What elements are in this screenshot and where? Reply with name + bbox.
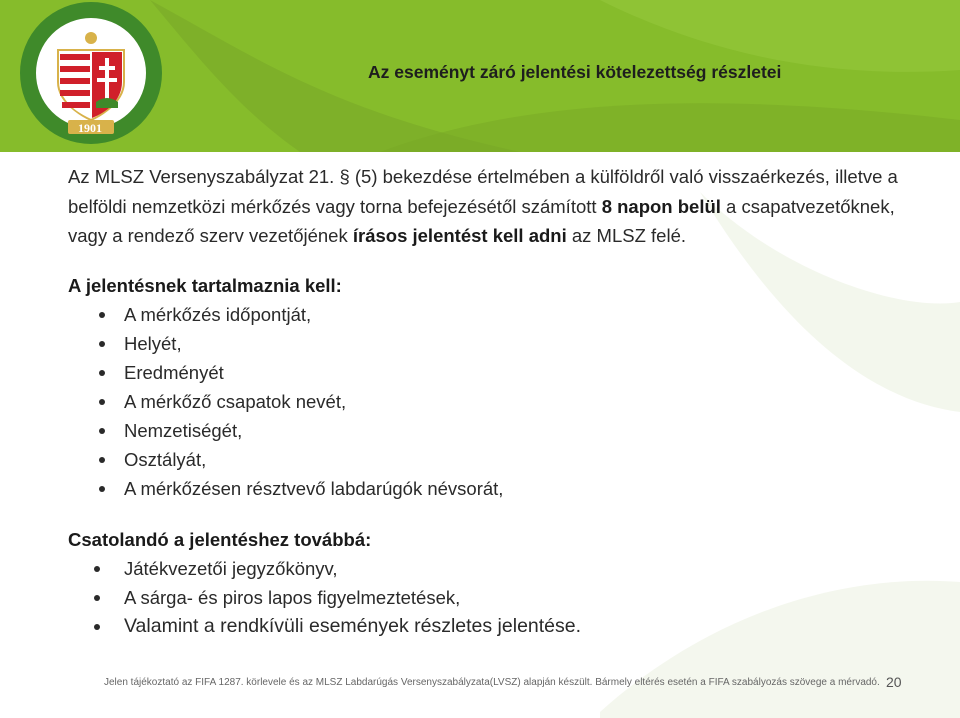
intro-paragraph: [68, 162, 938, 251]
section2-list: [68, 554, 938, 641]
list-item-text: A mérkőzés időpontját,: [124, 303, 312, 325]
bullet-icon: [94, 595, 100, 601]
bullet-icon: [99, 341, 105, 347]
list-item: [68, 300, 938, 329]
bullet-icon: [99, 312, 105, 318]
list-item-text: Osztályát,: [124, 448, 207, 470]
list-item: [68, 612, 938, 641]
bullet-icon: [94, 566, 100, 572]
list-item-text: Helyét,: [124, 332, 182, 354]
list-item-text: Játékvezetői jegyzőkönyv,: [124, 557, 338, 579]
list-item: [68, 387, 938, 416]
bullet-icon: [99, 399, 105, 405]
list-item-text: A sárga- és piros lapos figyelmeztetések,: [124, 586, 461, 608]
list-item: [68, 445, 938, 474]
list-item: [68, 554, 938, 583]
bullet-icon: [99, 457, 105, 463]
list-item: [68, 416, 938, 445]
page-number: 20: [886, 674, 902, 690]
section2-title: Csatolandó a jelentéshez továbbá:: [68, 528, 372, 550]
list-item-text: Valamint a rendkívüli események részletes jelentése.: [124, 614, 582, 637]
list-item: [68, 329, 938, 358]
slide-body: [68, 162, 938, 641]
list-item-text: A mérkőzésen résztvevő labdarúgók névsorát,: [124, 477, 504, 499]
list-item: [68, 474, 938, 503]
intro-text-1: Az MLSZ Versenyszabályzat 21. § (5) bekezdése értelmében a külföldről való visszaérkezés, illetve a belföldi nemzetközi mérkőzés vagy torna befejezésétől számított: [68, 166, 898, 217]
list-item-text: Eredményét: [124, 361, 224, 383]
list-item-text: Nemzetiségét,: [124, 419, 243, 441]
slide-title: Az eseményt záró jelentési kötelezettség részletei: [368, 62, 782, 82]
intro-report-bold: írásos jelentést kell adni: [352, 225, 567, 246]
list-item: [68, 583, 938, 612]
bullet-icon: [99, 370, 105, 376]
mlsz-logo: [20, 2, 162, 144]
section1-title: A jelentésnek tartalmaznia kell:: [68, 274, 342, 296]
section1-list: [68, 300, 938, 503]
bullet-icon: [99, 486, 105, 492]
intro-text-3: az MLSZ felé.: [566, 225, 686, 246]
bullet-icon: [99, 428, 105, 434]
footer-note: Jelen tájékoztató az FIFA 1287. körlevele és az MLSZ Labdarúgás Versenyszabályzata(LVSZ) alapján készült. Bármely eltérés esetén a FIFA szabályozás szövege a mérvadó.: [104, 677, 880, 688]
intro-deadline-bold: 8 napon belül: [601, 195, 721, 217]
list-item-text: A mérkőző csapatok nevét,: [124, 390, 347, 412]
bullet-icon: [94, 624, 100, 630]
list-item: [68, 358, 938, 387]
slide-header: [0, 0, 960, 152]
logo-year: 1901: [78, 121, 102, 135]
intro-text-2: a csapatvezetőknek, vagy a rendező szerv vezetőjének: [68, 195, 895, 246]
